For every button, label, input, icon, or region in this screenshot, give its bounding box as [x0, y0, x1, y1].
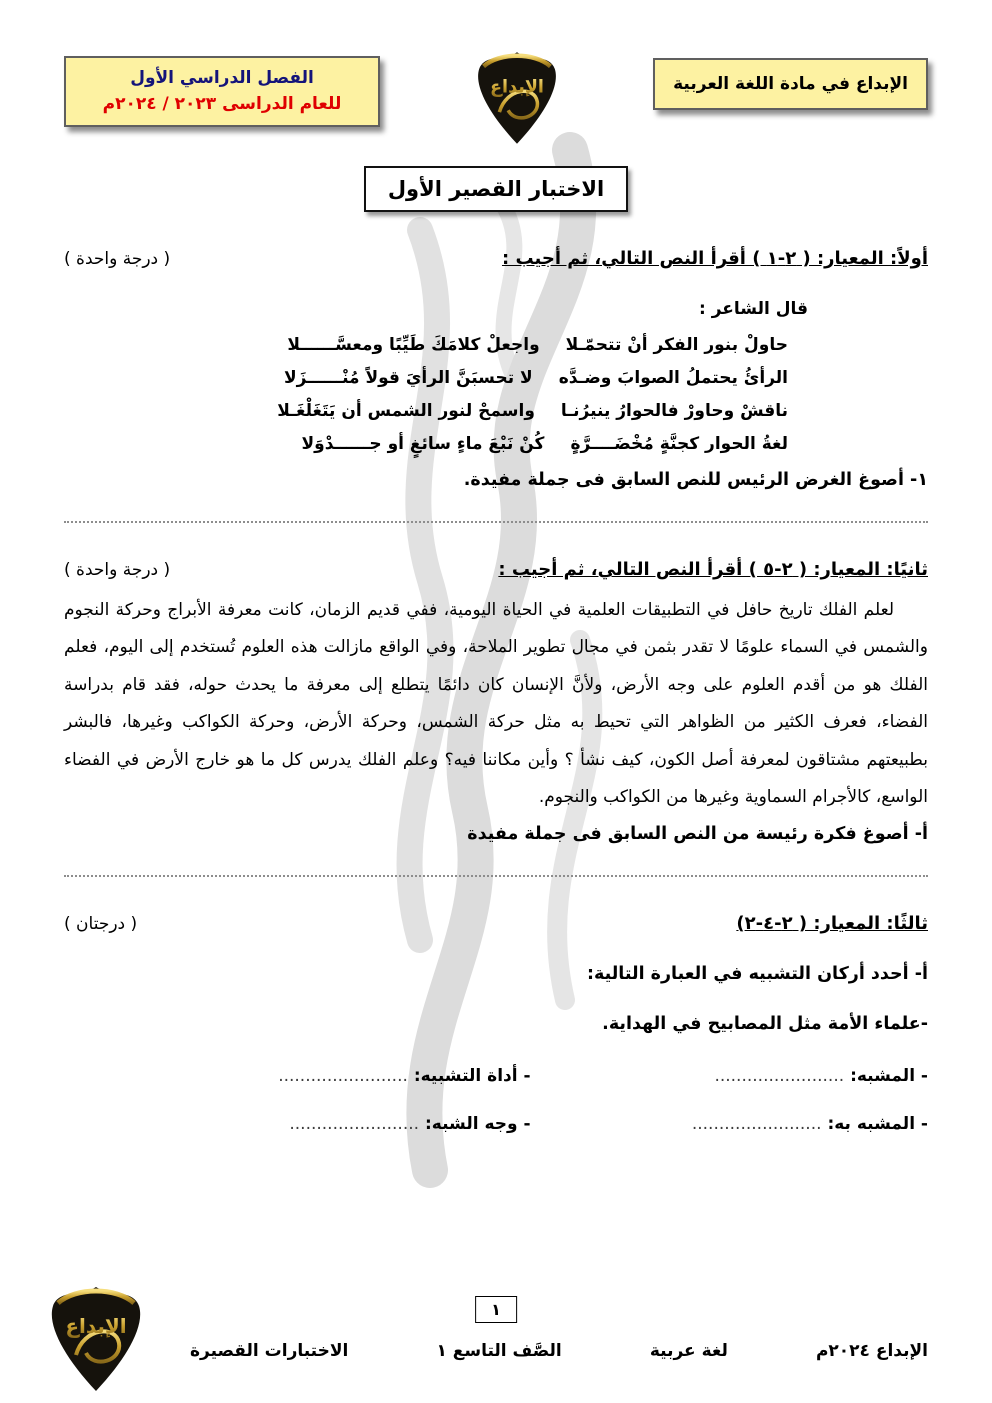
- answer-dots: ........................: [714, 1066, 845, 1087]
- poem-verse: [283, 368, 788, 388]
- field-moshabbah-bihi: [531, 1114, 928, 1134]
- field-label: - المشبه به:: [827, 1114, 928, 1135]
- subject-badge: [653, 58, 928, 110]
- logo-text: الإبداع: [489, 77, 544, 98]
- term-badge-line2: للعام الدراسى ٢٠٢٣ / ٢٠٢٤م: [102, 94, 342, 115]
- simile-statement: -علماء الأمة مثل المصابيح في الهداية.: [602, 1014, 928, 1035]
- hemistich-second: واسمحْ لنور الشمس أن يَتَغَلْغَـلا: [277, 401, 535, 421]
- answer-dots: ........................: [278, 1066, 408, 1087]
- hemistich-first: حاولْ بنور الفكر أنْ تتحمّـلا: [565, 335, 788, 355]
- section1-question: ١- أصوغ الغرض الرئيس للنص السابق فى جملة مفيدة.: [463, 470, 928, 490]
- logo-text: الإبداع: [65, 1314, 127, 1338]
- term-badge-line1: الفصل الدراسي الأول: [130, 68, 314, 88]
- reading-passage: لعلم الفلك تاريخ حافل في التطبيقات العلمية في الحياة اليومية، ففي قديم الزمان، كانت معرفة الأبراج وحركة النجوم والشمس في السماء علومًا لا تقدر بثمن في مجال تطوير الملاحة، وفي الواقع مازالت هذه العلوم تُستخدم إلى اليوم، فعلم الفلك هو من أقدم العلوم على وجه الأرض، ولأنَّ الإنسان كان دائمًا يتطلع إلى معرفة ما يحدث حوله، فقد قام بدراسة الفضاء، فعرف الكثير من الظواهر التي تحيط به مثل حركة الشمس، وحركة الأرض، وحركة الكواكب وغيرها، فالبشر بطبيعتهم مشتاقون لمعرفة أصل الكون، كيف نشأ ؟ وأين مكاننا فيه؟ وعلم الفلك يدرس كل ما هو خارج الأرض في الفضاء الواسع، كالأجرام السماوية وغيرها من الكواكب والنجوم.: [64, 600, 928, 807]
- section2-grade: ( درجة واحدة ): [64, 560, 171, 580]
- poem-verse: [277, 401, 788, 421]
- footer-grade-level: الصَّف التاسع ١: [436, 1341, 562, 1361]
- hemistich-second: واجعلْ كلامَكَ طَيِّبًا ومعسَّــــــلا: [287, 335, 540, 355]
- page-header: [64, 52, 928, 152]
- poem-verse: [287, 335, 788, 355]
- footer-exam-type: الاختبارات القصيرة: [190, 1341, 349, 1361]
- field-simile-aspect: [64, 1114, 531, 1134]
- poem-verse: [301, 434, 788, 454]
- section2-heading: ثانيًا: المعيار: ( ٢-٥ ) أقرأ النص التالي، ثم أجيب :: [498, 559, 928, 580]
- brand-logo-icon: [46, 1283, 146, 1399]
- section3-grade: ( درجتان ): [64, 914, 138, 935]
- dotted-separator: [64, 520, 928, 523]
- answer-dots: ........................: [289, 1114, 420, 1135]
- page-footer: [190, 1341, 928, 1361]
- dotted-separator: [64, 874, 928, 877]
- hemistich-second: كُنْ نَبْعَ ماءٍ سائغٍ أو جــــــدْوَلا: [301, 434, 545, 454]
- field-label: - أداة التشبيه:: [413, 1066, 531, 1087]
- section3-heading: ثالثًا: المعيار: ( ٢-٤-٢): [736, 913, 928, 935]
- exam-title-box: [364, 166, 628, 212]
- section3-question: أ- أحدد أركان التشبيه في العبارة التالية:: [586, 964, 928, 985]
- section1-heading: أولاً: المعيار: ( ٢-١ ) أقرأ النص التالي، ثم أجيب :: [501, 248, 928, 269]
- section2-heading-row: [64, 559, 928, 580]
- hemistich-first: لغةُ الحوار كجنَّةٍ مُخْضَــــرَّةٍ: [570, 434, 788, 454]
- section2-question: أ- أصوغ فكرة رئيسة من النص السابق فى جملة مفيدة: [467, 824, 928, 845]
- exam-title: الاختبار القصير الأول: [387, 177, 605, 201]
- page-number: ١: [475, 1296, 517, 1323]
- hemistich-first: ناقشْ وحاورْ فالحوارُ ينيرُنـا: [560, 401, 788, 421]
- footer-edition: الإبداع ٢٠٢٤م: [815, 1341, 928, 1361]
- poet-intro: قال الشاعر :: [699, 299, 808, 319]
- term-badge: [64, 56, 380, 127]
- section1-heading-row: [64, 248, 928, 269]
- field-simile-tool: [64, 1066, 531, 1086]
- subject-badge-text: الإبداع في مادة اللغة العربية: [673, 74, 908, 94]
- brand-logo-icon: [473, 48, 561, 152]
- field-label: - المشبه:: [850, 1066, 928, 1087]
- section1-grade: ( درجة واحدة ): [64, 249, 171, 269]
- poem-block: [277, 335, 788, 454]
- field-label: - وجه الشبه:: [424, 1114, 531, 1135]
- simile-fields: [64, 1066, 928, 1134]
- hemistich-first: الرأئُ يحتملُ الصوابَ وضـدَّه: [558, 368, 788, 388]
- section3-heading-row: [64, 913, 928, 934]
- footer-subject: لغة عربية: [649, 1341, 728, 1361]
- answer-dots: ........................: [691, 1114, 822, 1135]
- field-moshabbah: [531, 1066, 928, 1086]
- hemistich-second: لا تحسبَنَّ الرأيَ قولاً مُنْــــــزَلا: [283, 368, 533, 388]
